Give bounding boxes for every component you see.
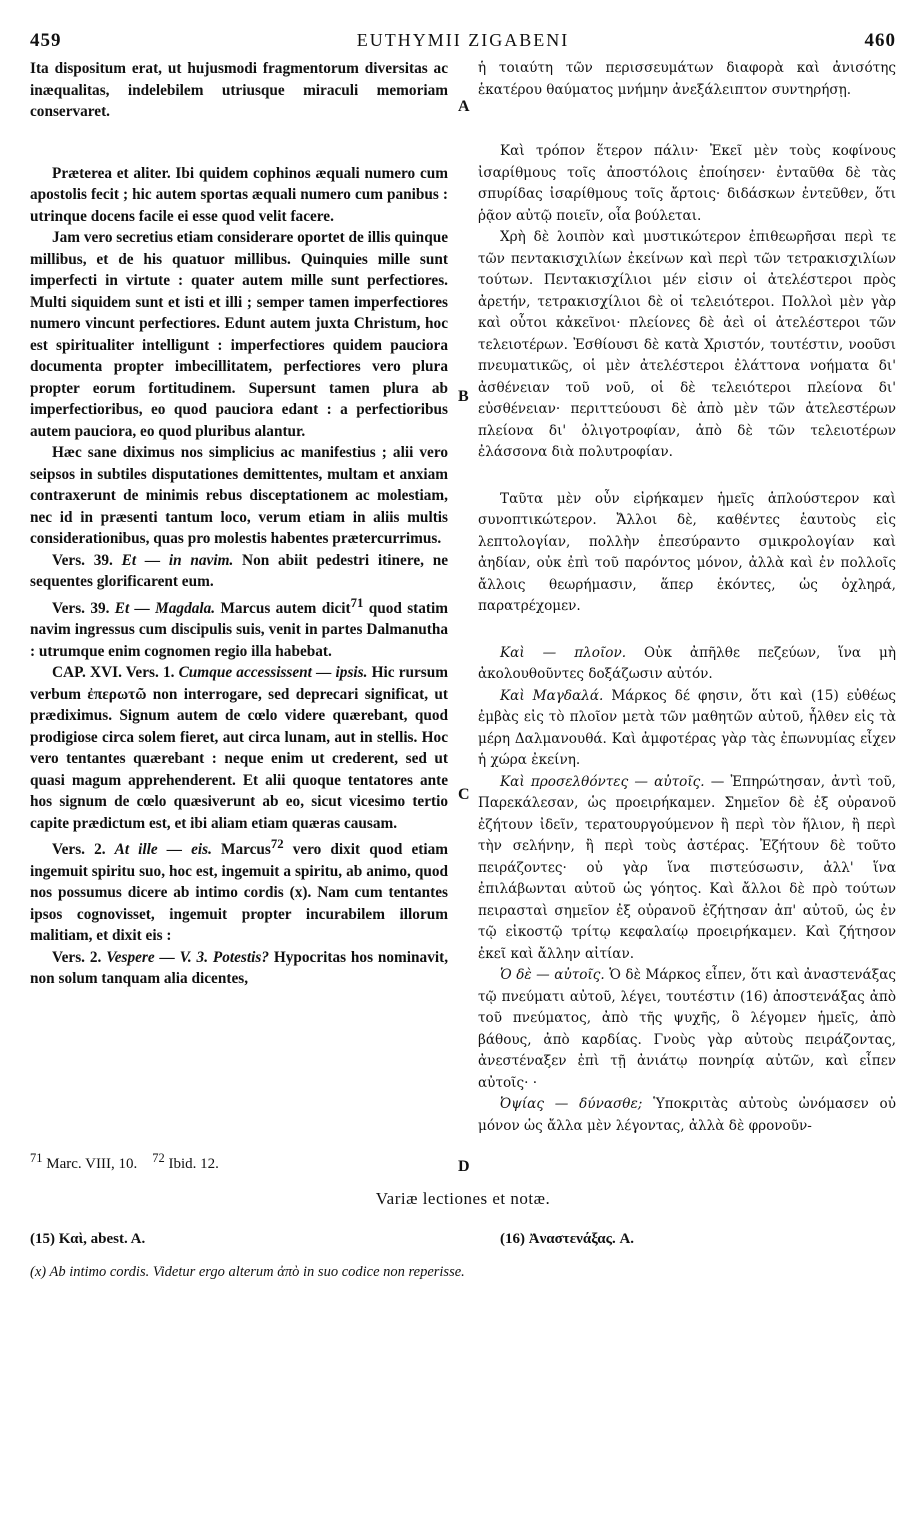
footnote-text: Ibid. 12. — [168, 1156, 219, 1172]
commentary-text: Hic rursum verbum ἐπερωτῶ non interrogare, sed deprecari significat, ut prædiximus. Signum autem de cœlo videre quærebant, quod prodigiose circa solem fieret, aut circa lunam, aut in stellis. Hoc vero tentantes quærebant : neque enim ut crederent, sed ut quasi magum apprehenderent. Et alii quoque tentatores ante hos signum de cœlo quæsiverunt ab eo, sicut vicesimo tertio capite prædictum est, et ibi aliam etiam quæras causam. — [30, 664, 448, 832]
commentary-text: quod statim navim ingressus cum discipulis suis, venit in partes Dalmanutha : utrumque enim cognomen regio illa habebat. — [30, 599, 448, 660]
latin-paragraph-5 — [30, 550, 448, 593]
greek-column — [478, 58, 896, 1137]
greek-paragraph-1: ἡ τοιαύτη τῶν περισσευμάτων διαφορὰ καὶ ἀνισότης ἑκατέρου θαύματος μνήμην ἀνεξάλειπτον συντηρήσῃ. — [478, 60, 896, 98]
greek-paragraph-2: Καὶ τρόπον ἕτερον πάλιν· Ἐκεῖ μὲν τοὺς κοφίνους ἰσαρίθμους τοῖς ἀποστόλοις ἐποίησεν· ἐνταῦθα δὲ τὰς σπυρίδας ἰσαρίθμους τοῖς ἄρτοις· διδάσκων ἐντεῦθεν, ὅτι ῥᾷον αὐτῷ ποιεῖν, οἷα βούλεται. — [478, 143, 896, 224]
verse-ref: Vers. 39. — [52, 551, 113, 569]
footnote-marker: 72 — [270, 837, 284, 852]
lemma: Et — in navim. — [121, 551, 234, 569]
latin-paragraph-4: Hæc sane diximus nos simplicius ac manifestius ; alii vero seipsos in subtiles disputationes demittentes, multam et anxiam contraxerunt de minimis rebus disceptationem ac molestiam, nec id in præsenti tantum loco, verum etiam in aliis multis considerationibus, quas pro molestis habentes prætercurrimus. — [30, 444, 448, 547]
footnote-number: 72 — [152, 1151, 165, 1165]
commentary-text: Ὑποκριτὰς αὐτοὺς ὠνόμασεν οὐ μόνον ὡς ἄλλα μὲν λέγοντας, ἀλλὰ δὲ φρονοῦν- — [478, 1096, 896, 1134]
greek-paragraph-7 — [478, 772, 896, 966]
greek-paragraph-8 — [478, 965, 896, 1094]
commentary-text: Μάρκος δέ φησιν, ὅτι καὶ (15) εὐθέως ἐμβὰς εἰς τὸ πλοῖον μετὰ τῶν μαθητῶν αὐτοῦ, ἦλθεν εἰς τὰ μέρη Δαλμανουθά. Καὶ ἀμφοτέρας γὰρ τὰς ἐπωνυμίας εἶχεν ἡ χώρα ἐκείνη. — [478, 687, 896, 768]
latin-paragraph-7 — [30, 662, 448, 834]
commentary-text: Ὁ δὲ Μάρκος εἶπεν, ὅτι καὶ ἀναστενάξας τῷ πνεύματι αὐτοῦ, λέγει, τουτέστιν (16) ἀποστενάξας ἀπὸ τοῦ πνεύματος, ἀπὸ τῆς ψυχῆς, ὃ λέγομεν ἡμεῖς, ἀπὸ βάθους, ἀπὸ καρδίας. Γνοὺς γὰρ αὐτοὺς πειράζοντας, ἀνεστέναξεν ἐπὶ τῇ ἀνιάτῳ πονηρίᾳ αὐτῶν, καὶ εἶπεν αὐτοῖς· · — [478, 967, 896, 1091]
variant-note-x: (x) Ab intimo cordis. Videtur ergo alterum ἀπὸ in suo codice non reperisse. — [30, 1264, 465, 1280]
commentary-text: Marcus — [221, 841, 271, 859]
latin-column — [30, 58, 448, 1137]
greek-paragraph-5 — [478, 643, 896, 686]
greek-paragraph-4: Ταῦτα μὲν οὖν εἰρήκαμεν ἡμεῖς ἁπλούστερον καὶ συνοπτικώτερον. Ἄλλοι δὲ, καθέντες ἑαυτοὺς εἰς λεπτολογίαν, πολλὴν ἐπεσύραντο σμικρολογίαν καὶ ἀηδίαν, οὐκ ἐπὶ τοῦ παρόντος μόνον, ἀλλὰ καὶ ἐν πολλοῖς ἄλλοις θεωρήμασιν, ἅπερ ἑκόντες, ὡς ὀχληρά, παρατρέχομεν. — [478, 490, 896, 614]
commentary-text: vero dixit quod etiam ingemuit spiritu suo, hoc est, ingemuit a spiritu, ab animo, quod nos possumus dicere ab intimo cordis (x). Nam cum tentantes ipsos cognovisset, ingemuit propter incurabilem illorum malitiam, et dixit eis : — [30, 841, 448, 945]
latin-paragraph-9 — [30, 947, 448, 990]
footnote-marker: 71 — [350, 595, 364, 610]
lemma: Καὶ προσελθόντες — αὐτοῖς. — [500, 773, 705, 790]
verse-ref: Vers. 2. — [52, 948, 102, 966]
latin-paragraph-1: Ita dispositum erat, ut hujusmodi fragmentorum diversitas ac inæqualitas, indelebilem utriusque miraculi memoriam conservaret. — [30, 60, 448, 120]
page-number-left: 459 — [30, 30, 62, 51]
footnote-text: Marc. VIII, 10. — [46, 1156, 138, 1172]
lemma: Καὶ — πλοῖον. — [500, 644, 627, 661]
page-number-right: 460 — [864, 30, 896, 51]
latin-paragraph-8 — [30, 834, 448, 947]
greek-paragraph-6 — [478, 686, 896, 772]
page — [30, 30, 896, 1281]
footnote-number: 71 — [30, 1151, 43, 1165]
margin-marker-a: A — [458, 98, 470, 115]
margin-marker-b: B — [458, 388, 469, 405]
verse-ref: Vers. 2. — [52, 841, 106, 859]
lemma: Et — Magdala. — [114, 599, 216, 617]
commentary-text: Hypocritas hos nominavit, non solum tanquam alia dicentes, — [30, 948, 449, 988]
commentary-text: Οὐκ ἀπῆλθε πεζεύων, ἵνα μὴ ἀκολουθοῦντες δοξάζωσιν αὐτόν. — [478, 644, 897, 682]
latin-paragraph-2: Præterea et aliter. Ibi quidem cophinos æquali numero cum apostolis fecit ; hic autem sportas æquali numero cum panibus : utrinque docens facile ei esse quod velit facere. — [30, 164, 448, 225]
verse-ref: Vers. 39. — [52, 599, 110, 617]
verse-ref: CAP. XVI. Vers. 1. — [52, 664, 175, 682]
variant-note-16: (16) Ἀναστενάξας. A. — [500, 1231, 635, 1247]
variant-notes — [30, 1231, 896, 1248]
variant-note-15: (15) Καὶ, abest. A. — [30, 1231, 146, 1247]
margin-marker-c: C — [458, 786, 470, 803]
lemma: Vespere — V. 3. Potestis? — [106, 948, 269, 966]
latin-paragraph-6 — [30, 593, 448, 663]
lemma: Cumque accessissent — ipsis. — [178, 664, 368, 682]
lemma: Ὁ δὲ — αὐτοῖς. — [500, 967, 605, 983]
lemma: Ὀψίας — δύνασθε; — [500, 1096, 643, 1112]
latin-paragraph-3: Jam vero secretius etiam considerare oportet de illis quinque millibus, et de his quatuor millibus. Quinquies mille sunt imperfecti in virtute : quater autem mille sunt perfectiores. Multi siquidem sunt et isti et illi ; semper tamen imperfectiores numero vincunt perfectiores. Edunt autem juxta Christum, hoc est spiritualiter intelligunt : imperfectiores quidem pauciora documenta propter imbecillitatem, perfectiores vero plura propter eorum fortitudinem. Supersunt tamen plura ab imperfectioribus, eo quod pauciora edant : a perfectioribus autem pauciora, eo quod pluribus alantur. — [30, 229, 448, 440]
commentary-text: — Ἐπηρώτησαν, ἀντὶ τοῦ, Παρεκάλεσαν, ὡς προειρήκαμεν. Σημεῖον δὲ ἐξ οὐρανοῦ ἐζήτουν ἰδεῖν, τερατουργούμενον ἢ περὶ τὸν ἥλιον, ἢ περὶ τὴν σελήνην, ἢ περὶ τοὺς ἀστέρας. Ἐζήτουν δὲ τοῦτο πειράζοντες· οὐ γὰρ ἵνα πιστεύσωσιν, ἀλλ' ἵνα ἐπιλάβωνται αὐτοῦ ὡς γόητος. Καὶ ἄλλοι δὲ πρὸ τούτων πειρασταὶ σημεῖον ἐξ οὐρανοῦ ἐζήτησαν ἀπ' αὐτοῦ, ὡς ἐν τῷ εἰκοστῷ τρίτῳ κεφαλαίῳ προειρήκαμεν. Καὶ ζήτησον ἐκεῖ καὶ ἄλλην αἰτίαν. — [478, 773, 896, 962]
lemma: At ille — eis. — [114, 841, 212, 859]
commentary-text: Non abiit pedestri itinere, ne sequentes glorificarent eum. — [30, 551, 448, 590]
greek-paragraph-9 — [478, 1094, 896, 1137]
lemma: Καὶ Μαγδαλά. — [500, 687, 604, 704]
variae-heading: Variæ lectiones et notæ. — [375, 1189, 551, 1208]
margin-marker-d: D — [458, 1158, 470, 1175]
commentary-text: Marcus autem dicit — [220, 599, 351, 617]
greek-paragraph-3: Χρὴ δὲ λοιπὸν καὶ μυστικώτερον ἐπιθεωρῆσαι περὶ τε τῶν πεντακισχιλίων ἐκείνων καὶ περὶ τῶν τετρακισχιλίων τούτων. Πεντακισχίλιοι μέν εἰσιν οἱ ἀτελέστεροι πρὸς ἀρετήν, τετρακισχίλιοι δὲ οἱ τελειότεροι. Πολλοὶ μὲν γὰρ καὶ οὗτοι κἀκεῖνοι· πλείονες δὲ ἀεὶ οἱ ἀτελέστεροι τῶν τελειοτέρων. Ἐσθίουσι δὲ κατὰ Χριστόν, τουτέστιν, νοοῦσι πνευματικῶς, οἱ μὲν ἀτελέστεροι ἐλάττονα νοήματα δι' ἀσθένειαν τοῦ νοῦ, οἱ δὲ τελειότεροι πλείονα δι' εὐσθένειαν· περιττεύουσι δὲ ἀπὸ μὲν τῶν ἀτελεστέρων πλείονα δι' ὀλιγοτροφίαν, ἀπὸ δὲ τῶν τελειοτέρων ἐλάσσονα διὰ πολυτροφίαν. — [478, 229, 896, 460]
running-title: EUTHYMII ZIGABENI — [356, 30, 570, 50]
running-head — [30, 30, 896, 56]
